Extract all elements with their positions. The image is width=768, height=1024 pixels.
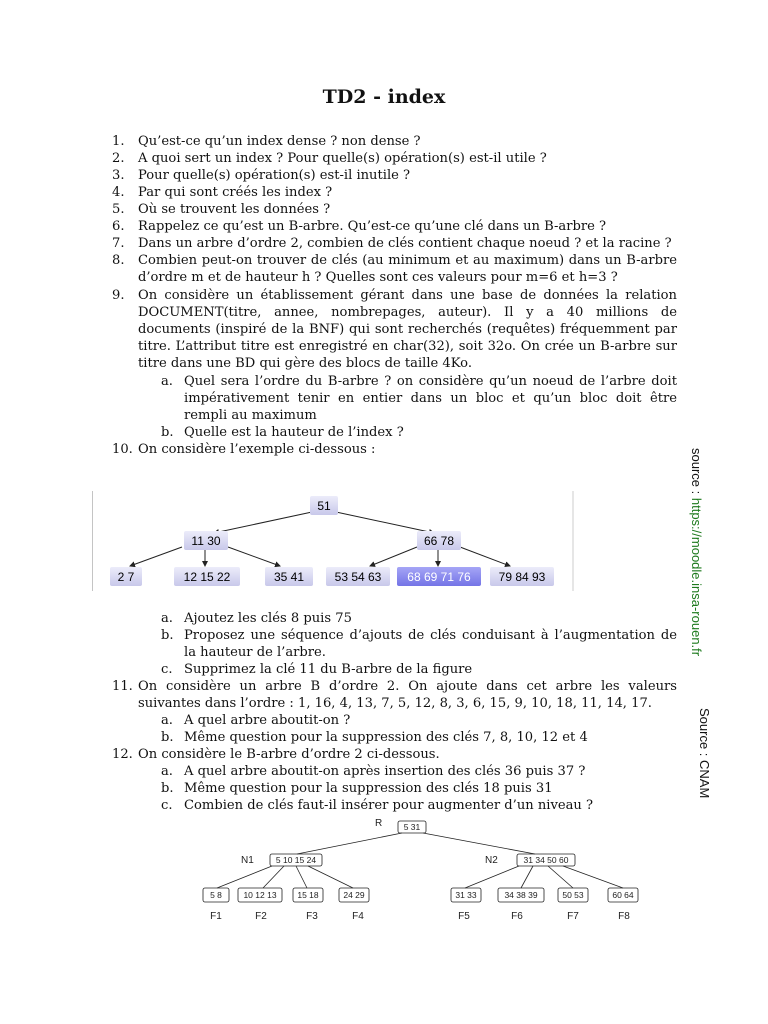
tree2-leaf-label: F2 — [255, 911, 267, 922]
tree2-n2-keys: 31 34 50 60 — [523, 855, 569, 865]
tree1-leaf-keys: 53 54 63 — [334, 570, 382, 584]
tree2-leaf-keys: 10 12 13 — [243, 890, 277, 900]
tree2-leaf-label: F6 — [511, 911, 523, 922]
question-9a: a. Quel sera l’ordre du B-arbre ? on considère qu’un noeud de l’arbre doit impérativement tenir en entier dans un bloc et qu’un bloc doit être rempli au maximum — [161, 374, 677, 424]
question-10: 10. On considère l’exemple ci-dessous : — [112, 442, 376, 457]
question-12b: b. Même question pour la suppression des clés 18 puis 31 — [161, 781, 553, 796]
tree2-leaf-keys: 5 8 — [210, 890, 222, 900]
tree2-n2-label: N2 — [485, 855, 498, 866]
question-10a: a. Ajoutez les clés 8 puis 75 — [161, 611, 352, 626]
question-10c: c. Supprimez la clé 11 du B-arbre de la figure — [161, 662, 473, 677]
question-3: 3. Pour quelle(s) opération(s) est-il inutile ? — [112, 168, 411, 183]
tree2-leaf-keys: 34 38 39 — [504, 890, 538, 900]
tree1-leaf-keys: 35 41 — [273, 570, 305, 584]
question-4: 4. Par qui sont créés les index ? — [112, 185, 333, 200]
question-11b: b. Même question pour la suppression des clés 7, 8, 10, 12 et 4 — [161, 730, 588, 745]
tree2-root-label: R — [375, 818, 383, 829]
tree1-internal-keys: 11 30 — [191, 534, 221, 548]
tree2-leaf-keys: 31 33 — [455, 890, 477, 900]
question-9: 9. On considère un établissement gérant dans une base de données la relation DOCUMENT(titre, annee, nombrepages, auteur). Il y a 40 millions de documents (inspiré de la BNF) qui sont recherchés (requêtes) fréquemment par titre. L’attribut titre est enregistré en char(32), soit 32o. On crée un B-arbre sur titre dans une BD qui gère des blocs de taille 4Ko. — [112, 288, 677, 372]
question-2: 2. A quoi sert un index ? Pour quelle(s) opération(s) est-il utile ? — [112, 151, 547, 166]
btree-figure-1 — [92, 490, 574, 592]
tree1-leaf-keys: 68 69 71 76 — [407, 570, 471, 584]
tree2-n1-keys: 5 10 15 24 — [275, 855, 317, 865]
source-caption-cnam: Source : CNAM — [697, 708, 712, 799]
question-12: 12. On considère le B-arbre d’ordre 2 ci-dessous. — [112, 747, 440, 762]
tree2-leaf-keys: 50 53 — [562, 890, 584, 900]
tree2-leaf-label: F1 — [210, 911, 222, 922]
tree2-leaf-label: F3 — [306, 911, 318, 922]
question-9b: b. Quelle est la hauteur de l’index ? — [161, 425, 404, 440]
tree1-root-keys: 51 — [317, 499, 331, 513]
tree1-internal-keys: 66 78 — [423, 534, 455, 548]
tree2-leaf-label: F7 — [567, 911, 579, 922]
source-link[interactable]: https://moodle.insa-rouen.fr — [689, 497, 704, 657]
question-12a: a. A quel arbre aboutit-on après insertion des clés 36 puis 37 ? — [161, 764, 586, 779]
question-11a: a. A quel arbre aboutit-on ? — [161, 713, 351, 728]
question-1: 1. Qu’est-ce qu’un index dense ? non dense ? — [112, 134, 421, 149]
tree2-leaf-label: F8 — [618, 911, 630, 922]
question-5: 5. Où se trouvent les données ? — [112, 202, 331, 217]
question-7: 7. Dans un arbre d’ordre 2, combien de clés contient chaque noeud ? et la racine ? — [112, 236, 672, 251]
question-6: 6. Rappelez ce qu’est un B-arbre. Qu’est-ce qu’une clé dans un B-arbre ? — [112, 219, 607, 234]
tree2-leaf-label: F4 — [352, 911, 364, 922]
tree2-root-keys: 5 31 — [403, 822, 421, 832]
question-10b: b. Proposez une séquence d’ajouts de clés conduisant à l’augmentation de la hauteur de l’arbre. — [161, 628, 677, 661]
tree2-leaf-label: F5 — [458, 911, 470, 922]
source-caption-moodle: source : https://moodle.insa-rouen.fr — [689, 448, 704, 657]
tree1-leaf-keys: 2 7 — [117, 570, 135, 584]
tree2-n1-label: N1 — [241, 855, 254, 866]
question-12c: c. Combien de clés faut-il insérer pour augmenter d’un niveau ? — [161, 798, 594, 813]
tree1-leaf-keys: 79 84 93 — [498, 570, 546, 584]
tree1-leaf-keys: 12 15 22 — [183, 570, 231, 584]
page-title: TD2 - index — [322, 86, 446, 108]
tree2-leaf-keys: 15 18 — [297, 890, 319, 900]
btree-figure-2 — [195, 814, 655, 926]
tree2-leaf-keys: 60 64 — [612, 890, 634, 900]
tree2-leaf-keys: 24 29 — [343, 890, 365, 900]
question-8: 8. Combien peut-on trouver de clés (au minimum et au maximum) dans un B-arbre d’ordre m et de hauteur h ? Quelles sont ces valeurs pour m=6 et h=3 ? — [112, 253, 677, 286]
question-11: 11. On considère un arbre B d’ordre 2. On ajoute dans cet arbre les valeurs suivantes dans l’ordre : 1, 16, 4, 13, 7, 5, 12, 8, 3, 6, 15, 9, 10, 18, 11, 14, 17. — [112, 679, 677, 712]
